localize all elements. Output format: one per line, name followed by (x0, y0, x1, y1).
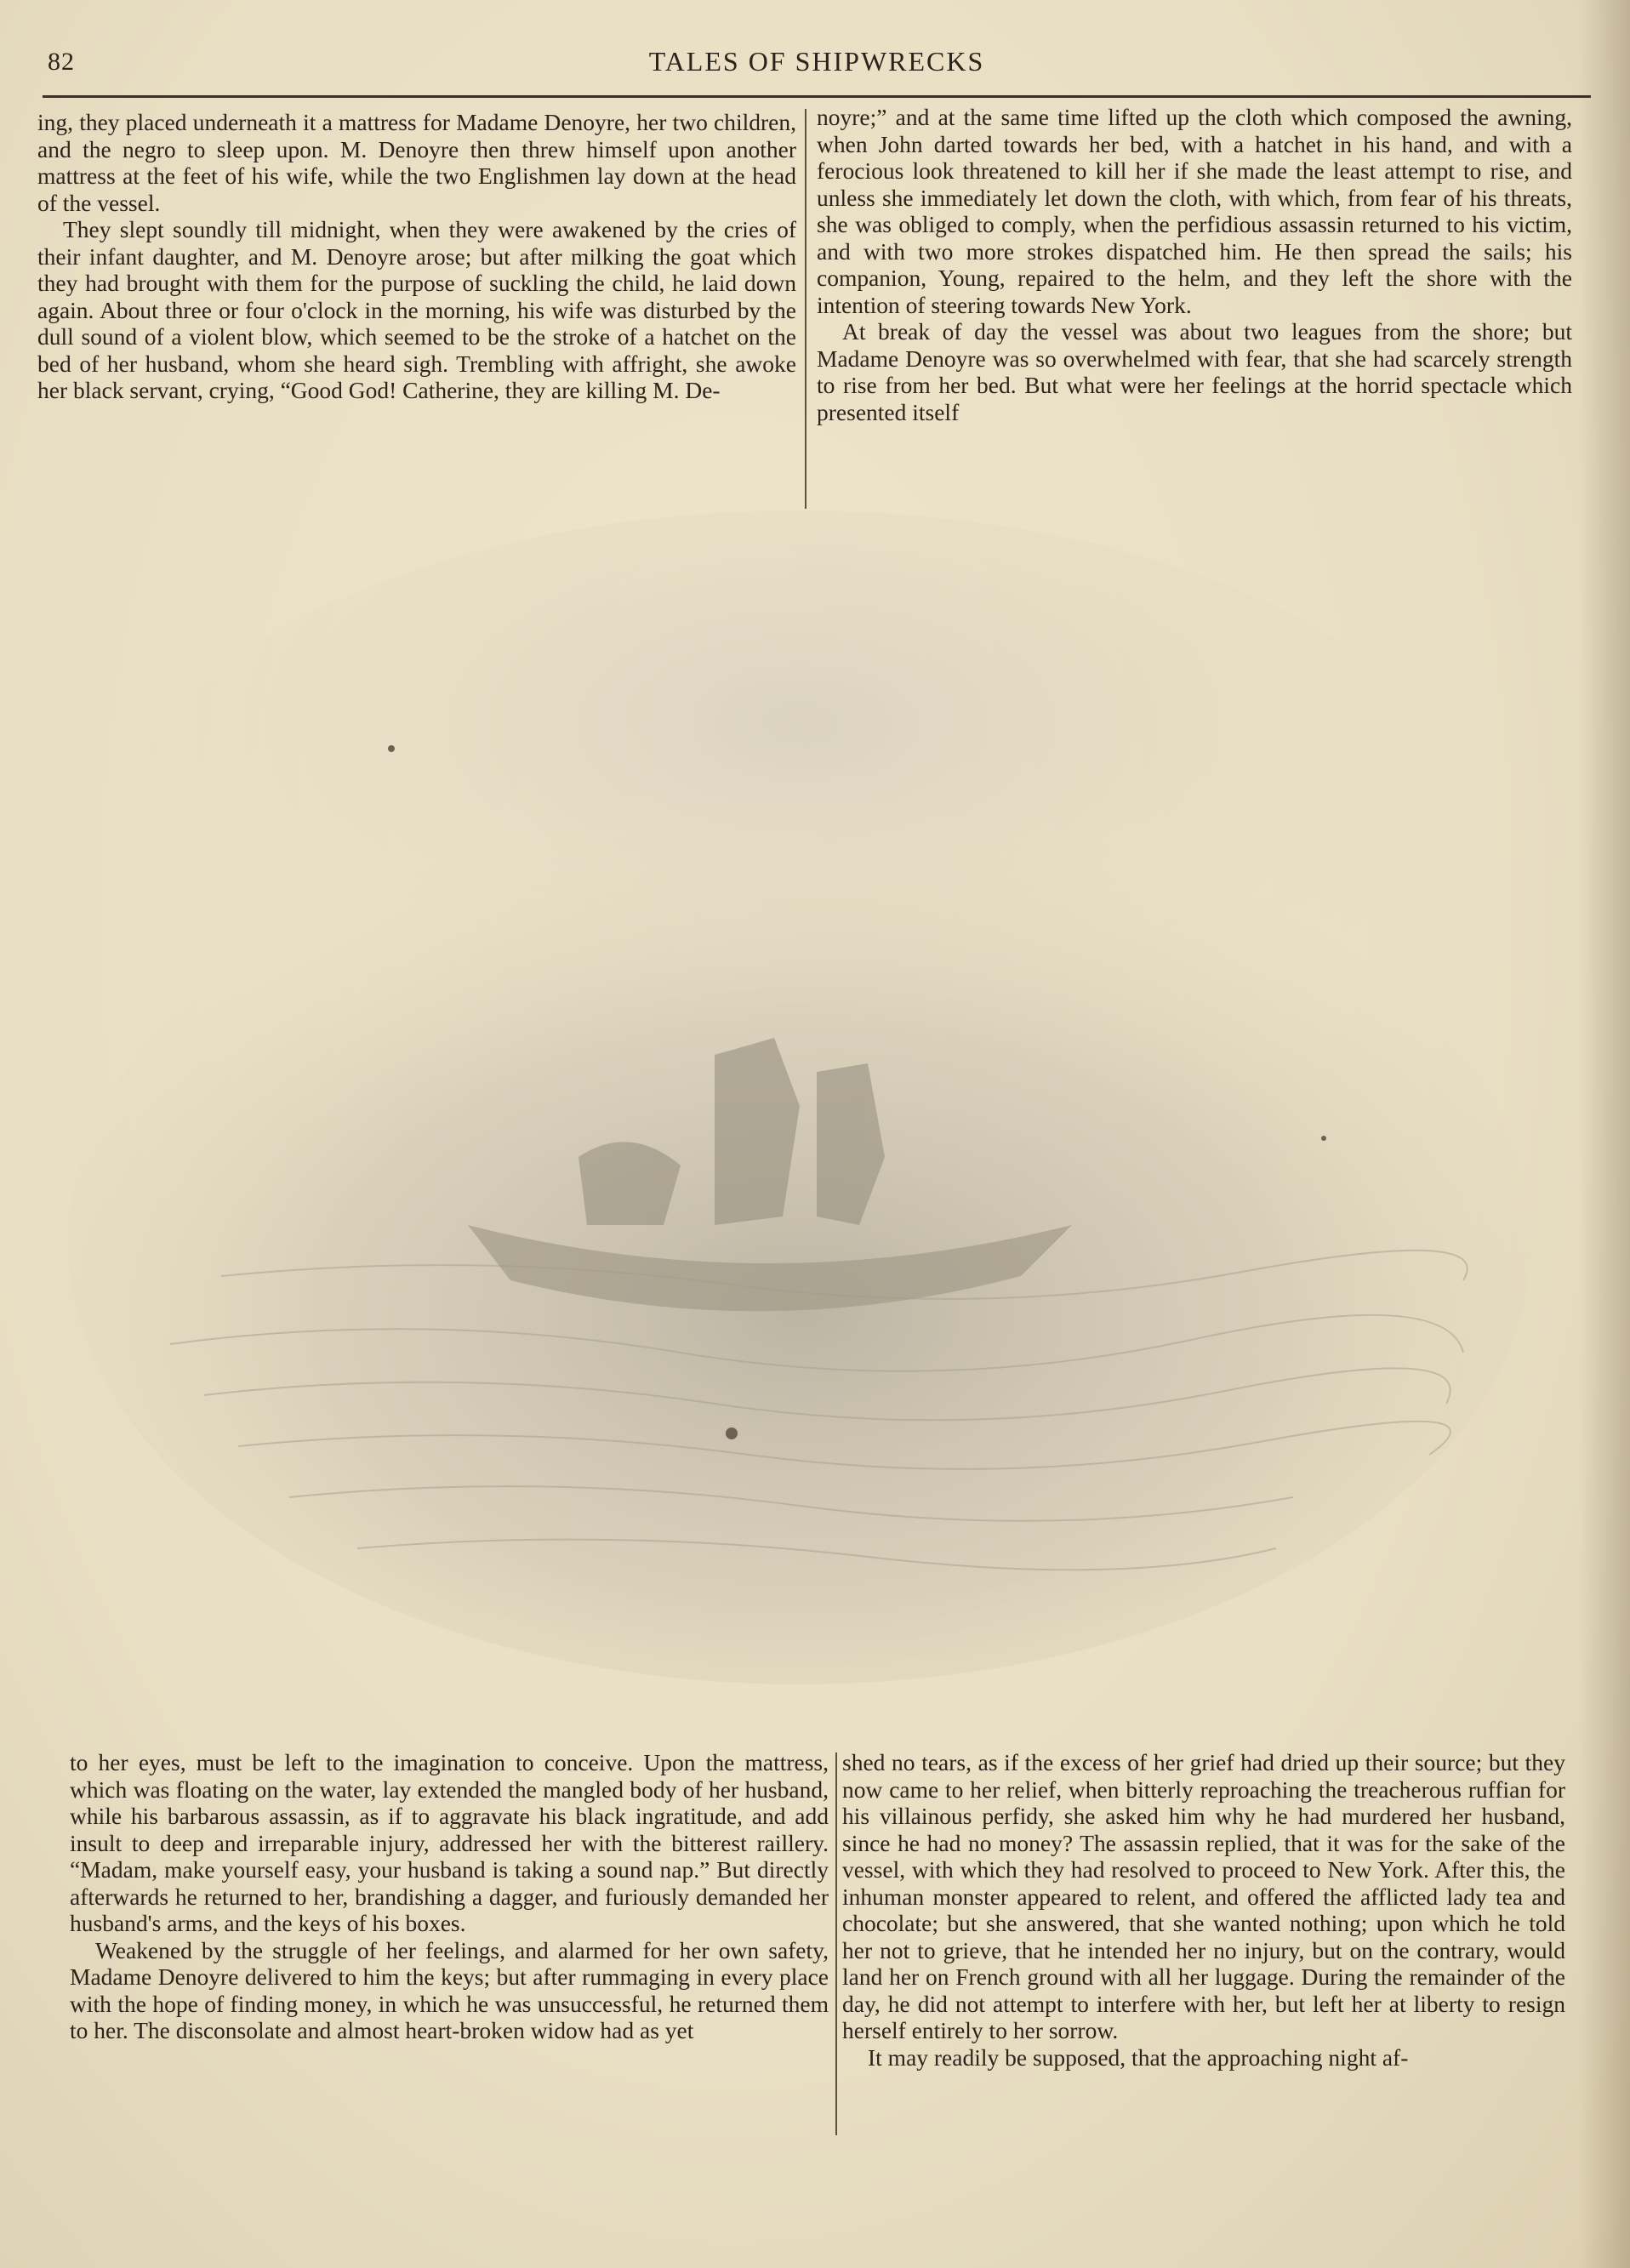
column-divider-bottom (835, 1752, 837, 2135)
column-divider-top (805, 109, 806, 509)
column-bottom-left (70, 1749, 829, 2044)
engraving-illustration (68, 510, 1531, 1735)
paragraph: ing, they placed underneath it a mattress for Madame Denoyre, her two children, and the negro to sleep upon. M. Denoyre then threw himself upon another mattress at the feet of his wife, while the two Englishmen lay down at the head of the vessel. (37, 109, 796, 216)
column-top-left (37, 109, 796, 404)
column-bottom-right (842, 1749, 1565, 2071)
paragraph: to her eyes, must be left to the imagination to conceive. Upon the mattress, which was floating on the water, lay extended the mangled body of her husband, while his barbarous assassin, as if to aggravate his black ingratitude, and add insult to deep and irreparable injury, addressed her with the bitterest raillery. “Madam, make yourself easy, your husband is taking a sound nap.” But directly afterwards he returned to her, brandishing a dagger, and furiously demanded her husband's arms, and the keys of his boxes. (70, 1749, 829, 1936)
paragraph: At break of day the vessel was about two leagues from the shore; but Madame Denoyre was so overwhelmed with fear, that she had scarcely strength to rise from her bed. But what were her feelings at the horrid spectacle which presented itself (817, 318, 1572, 425)
page-header (43, 41, 1591, 83)
column-top-right (817, 104, 1572, 425)
gutter-shadow (1579, 0, 1630, 2268)
paragraph: Weakened by the struggle of her feelings, and alarmed for her own safety, Madame Denoyre delivered to him the keys; but after rummaging in every place with the hope of finding money, in which he was unsuccessful, he returned them to her. The disconsolate and almost heart-broken widow had as yet (70, 1936, 829, 2043)
paragraph: It may readily be supposed, that the approaching night af- (868, 2043, 1409, 2071)
running-title: TALES OF SHIPWRECKS (648, 46, 985, 77)
paragraph: shed no tears, as if the excess of her grief had dried up their source; but they now came to her relief, when bitterly reproaching the treacherous ruffian for his villainous perfidy, she asked him why he had murdered her husband, since he had no money? The assassin replied, that it was for the sake of the vessel, with which they had resolved to proceed to New York. After this, the inhuman monster appeared to relent, and offered the afflicted lady tea and chocolate; but she answered, that she wanted nothing; upon which he told her not to grieve, that he intended her no injury, but on the contrary, would land her on French ground with all her luggage. During the remainder of the day, he did not attempt to interfere with her, but left her at liberty to resign herself entirely to her sorrow. (842, 1749, 1565, 2043)
header-rule (43, 95, 1591, 98)
paragraph: They slept soundly till midnight, when they were awakened by the cries of their infant daughter, and M. Denoyre arose; but after milking the goat which they had brought with them for the purpose of suckling the child, he laid down again. About three or four o'clock in the morning, his wife was disturbed by the dull sound of a violent blow, which seemed to be the stroke of a hatchet on the bed of her husband, whom she heard sigh. Trembling with affright, she awoke her black servant, crying, “Good God! Catherine, they are killing M. De- (37, 216, 796, 403)
page-number: 82 (48, 48, 75, 76)
engraving-drawing (68, 510, 1531, 1735)
paragraph: noyre;” and at the same time lifted up the cloth which composed the awning, when John darted towards her bed, with a hatchet in his hand, and with a ferocious look threatened to kill her if she made the least attempt to rise, and unless she immediately let down the cloth, with which, from fear of his threats, she was obliged to comply, when the perfidious assassin returned to his victim, and with two more strokes dispatched him. He then spread the sails; his companion, Young, repaired to the helm, and they left the shore with the intention of steering towards New York. (817, 104, 1572, 318)
